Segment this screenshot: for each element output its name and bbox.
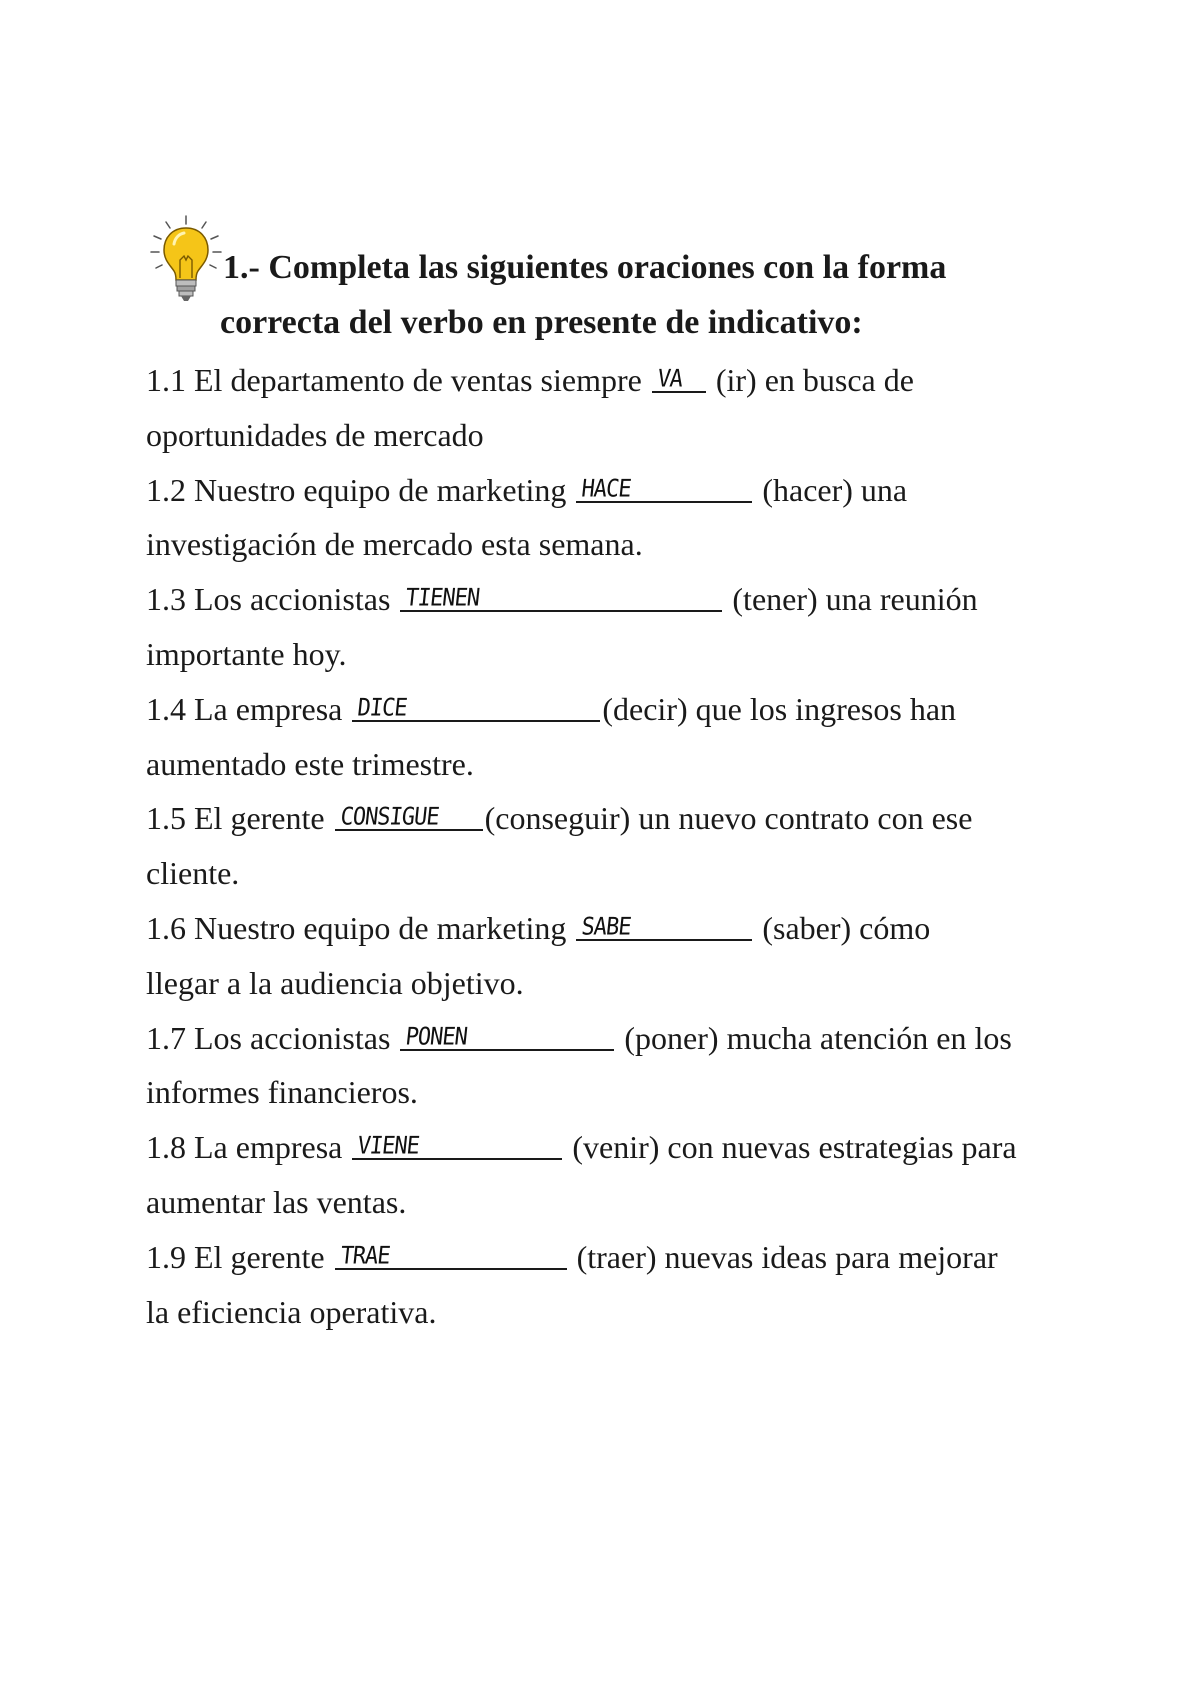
item-3-prefix: 1.3 Los accionistas: [146, 581, 391, 618]
heading-line-2: correcta del verbo en presente de indicativo:: [220, 304, 863, 341]
item-2-blank[interactable]: [576, 471, 752, 503]
item-3-suffix: (tener) una reunión: [732, 581, 978, 618]
item-5-answer: CONSIGUE: [338, 803, 440, 832]
item-9-line: [146, 1230, 1086, 1285]
exercise-list: [146, 353, 1086, 1339]
item-4-suffix: (decir) que los ingresos han: [602, 690, 957, 727]
item-8-suffix: (venir) con nuevas estrategias para: [572, 1129, 1017, 1166]
item-9-suffix: (traer) nuevas ideas para mejorar: [576, 1238, 998, 1275]
item-7-answer: PONEN: [404, 1022, 469, 1051]
exercise-heading: [148, 240, 1088, 350]
item-4-line: [146, 682, 1086, 737]
item-7-blank[interactable]: [400, 1019, 614, 1051]
item-9-continuation: la eficiencia operativa.: [146, 1293, 437, 1330]
item-9-prefix: 1.9 El gerente: [146, 1238, 325, 1275]
heading-line-1: 1.- Completa las siguientes oraciones con la forma: [223, 249, 947, 286]
lightbulb-icon: [148, 214, 224, 304]
item-3-answer: TIENEN: [404, 584, 481, 613]
item-3-continuation: importante hoy.: [146, 635, 347, 672]
item-4-prefix: 1.4 La empresa: [146, 690, 343, 727]
item-7-suffix: (poner) mucha atención en los: [624, 1019, 1012, 1056]
item-6-blank[interactable]: [576, 909, 752, 941]
item-1-answer: VA: [655, 365, 684, 393]
item-2-line: [146, 463, 1086, 518]
item-7-line: [146, 1011, 1086, 1066]
item-9-answer: TRAE: [338, 1242, 391, 1270]
item-8-prefix: 1.8 La empresa: [146, 1129, 343, 1166]
item-9-blank[interactable]: [335, 1238, 567, 1270]
item-1-line: [146, 353, 1086, 408]
item-8-blank[interactable]: [352, 1128, 562, 1160]
item-1-prefix: 1.1 El departamento de ventas siempre: [146, 362, 642, 398]
item-6-continuation: llegar a la audiencia objetivo.: [146, 964, 524, 1001]
item-5-continuation: cliente.: [146, 855, 240, 892]
item-6-suffix: (saber) cómo: [762, 909, 931, 946]
item-5-prefix: 1.5 El gerente: [146, 800, 325, 837]
item-3-line: [146, 572, 1086, 627]
item-5-blank[interactable]: [335, 799, 483, 831]
item-2-prefix: 1.2 Nuestro equipo de marketing: [146, 471, 567, 508]
item-1-suffix: (ir) en busca de: [715, 362, 914, 398]
item-5-line: [146, 791, 1086, 846]
item-1-continuation: oportunidades de mercado: [146, 416, 484, 453]
item-2-continuation: investigación de mercado esta semana.: [146, 526, 643, 563]
item-7-continuation: informes financieros.: [146, 1074, 418, 1111]
item-6-prefix: 1.6 Nuestro equipo de marketing: [146, 909, 567, 946]
item-2-suffix: (hacer) una: [762, 471, 908, 508]
item-8-continuation: aumentar las ventas.: [146, 1183, 407, 1220]
item-4-continuation: aumentado este trimestre.: [146, 745, 474, 782]
item-1-blank[interactable]: [652, 361, 706, 393]
item-7-prefix: 1.7 Los accionistas: [146, 1019, 391, 1056]
item-4-answer: DICE: [356, 694, 409, 722]
item-2-answer: HACE: [580, 474, 633, 503]
item-4-blank[interactable]: [352, 690, 600, 722]
item-6-answer: SABE: [580, 913, 633, 941]
item-3-blank[interactable]: [400, 580, 722, 612]
item-8-answer: VIENE: [356, 1132, 421, 1161]
item-5-suffix: (conseguir) un nuevo contrato con ese: [484, 800, 973, 837]
item-6-line: [146, 901, 1086, 956]
item-8-line: [146, 1120, 1086, 1175]
